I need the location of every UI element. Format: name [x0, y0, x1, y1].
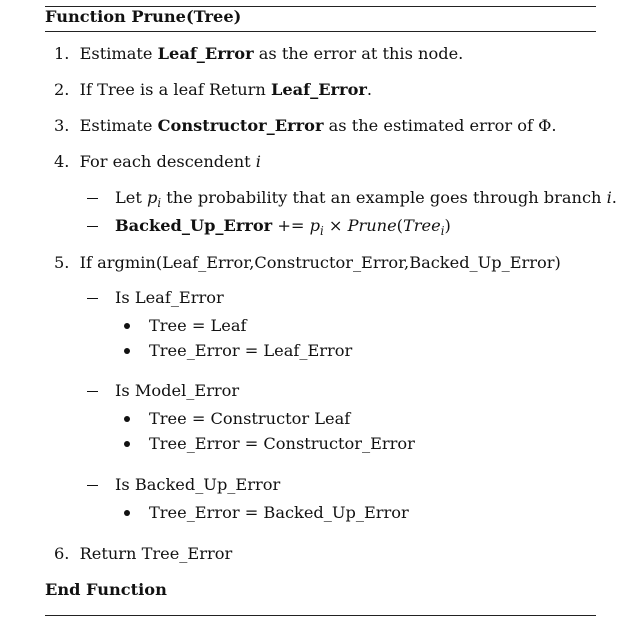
bullet-dot	[124, 441, 130, 447]
step-text	[80, 116, 557, 135]
text: the probability that an example goes through branch	[161, 188, 607, 207]
text: For each descendent	[79, 152, 256, 171]
dash-bullet	[87, 198, 98, 199]
subscript-i: i	[157, 196, 162, 211]
step-number: 4.	[54, 152, 70, 171]
leaf-error-term: Leaf_Error	[270, 80, 367, 99]
bottom-rule	[45, 615, 596, 616]
text: as the error at this node.	[253, 44, 464, 63]
subscript-i: i	[440, 224, 445, 239]
var-i: i	[606, 188, 612, 207]
bullet-dot	[124, 323, 130, 329]
step-1	[54, 44, 463, 64]
step-5	[54, 253, 561, 273]
text: )	[444, 216, 451, 235]
tree-var: Tree	[403, 216, 441, 235]
dash-bullet	[87, 226, 98, 227]
bullet-dot	[124, 416, 130, 422]
var-p: p	[146, 188, 158, 207]
text: If Tree is a leaf Return	[79, 80, 271, 99]
step-text: Return Tree_Error	[79, 544, 233, 563]
step-number: 6.	[54, 544, 70, 563]
step-3	[54, 116, 557, 136]
case-backed-up-error: Is Backed_Up_Error	[115, 475, 281, 494]
text: Estimate	[79, 44, 158, 63]
case-leaf-error: Is Leaf_Error	[115, 288, 224, 307]
step-text	[80, 80, 372, 99]
text: .	[611, 188, 617, 207]
var-i: i	[255, 152, 261, 171]
end-function: End Function	[45, 580, 167, 599]
text: .	[366, 80, 373, 99]
step-number: 3.	[54, 116, 70, 135]
step-4	[54, 152, 261, 172]
step-number: 5.	[54, 253, 70, 272]
step-text	[80, 44, 464, 63]
step-text	[80, 152, 261, 171]
case-2-bullet-1: Tree = Constructor Leaf	[149, 409, 351, 428]
step-2	[54, 80, 372, 100]
step-text: If argmin(Leaf_Error,Constructor_Error,Backed_Up_Error)	[79, 253, 561, 272]
case-1-bullet-2: Tree_Error = Leaf_Error	[149, 341, 353, 360]
bullet-dot	[124, 348, 130, 354]
constructor-error-term: Constructor_Error	[157, 116, 324, 135]
text: Estimate	[79, 116, 158, 135]
step-6	[54, 544, 232, 564]
step-number: 2.	[54, 80, 70, 99]
case-2-bullet-2: Tree_Error = Constructor_Error	[149, 434, 415, 453]
prune-function: Prune	[347, 216, 397, 235]
dash-bullet	[87, 391, 98, 392]
bullet-dot	[124, 510, 130, 516]
step-4-sub-1	[115, 188, 617, 213]
leaf-error-term: Leaf_Error	[157, 44, 254, 63]
subscript-i: i	[320, 224, 324, 239]
var-p: p	[309, 216, 321, 235]
dash-bullet	[87, 485, 98, 486]
case-model-error: Is Model_Error	[115, 381, 240, 400]
header-rule	[45, 31, 596, 32]
times-symbol: ×	[323, 216, 348, 235]
step-number: 1.	[54, 44, 70, 63]
dash-bullet	[87, 298, 98, 299]
function-header: Function Prune(Tree)	[45, 7, 242, 26]
text: (	[396, 216, 403, 235]
text: as the estimated error of Φ.	[323, 116, 557, 135]
text: Let	[115, 188, 147, 207]
case-1-bullet-1: Tree = Leaf	[149, 316, 247, 335]
text: +=	[272, 216, 310, 235]
backed-up-error-term: Backed_Up_Error	[115, 216, 273, 235]
step-4-sub-2	[115, 216, 451, 241]
case-3-bullet-1: Tree_Error = Backed_Up_Error	[149, 503, 409, 522]
